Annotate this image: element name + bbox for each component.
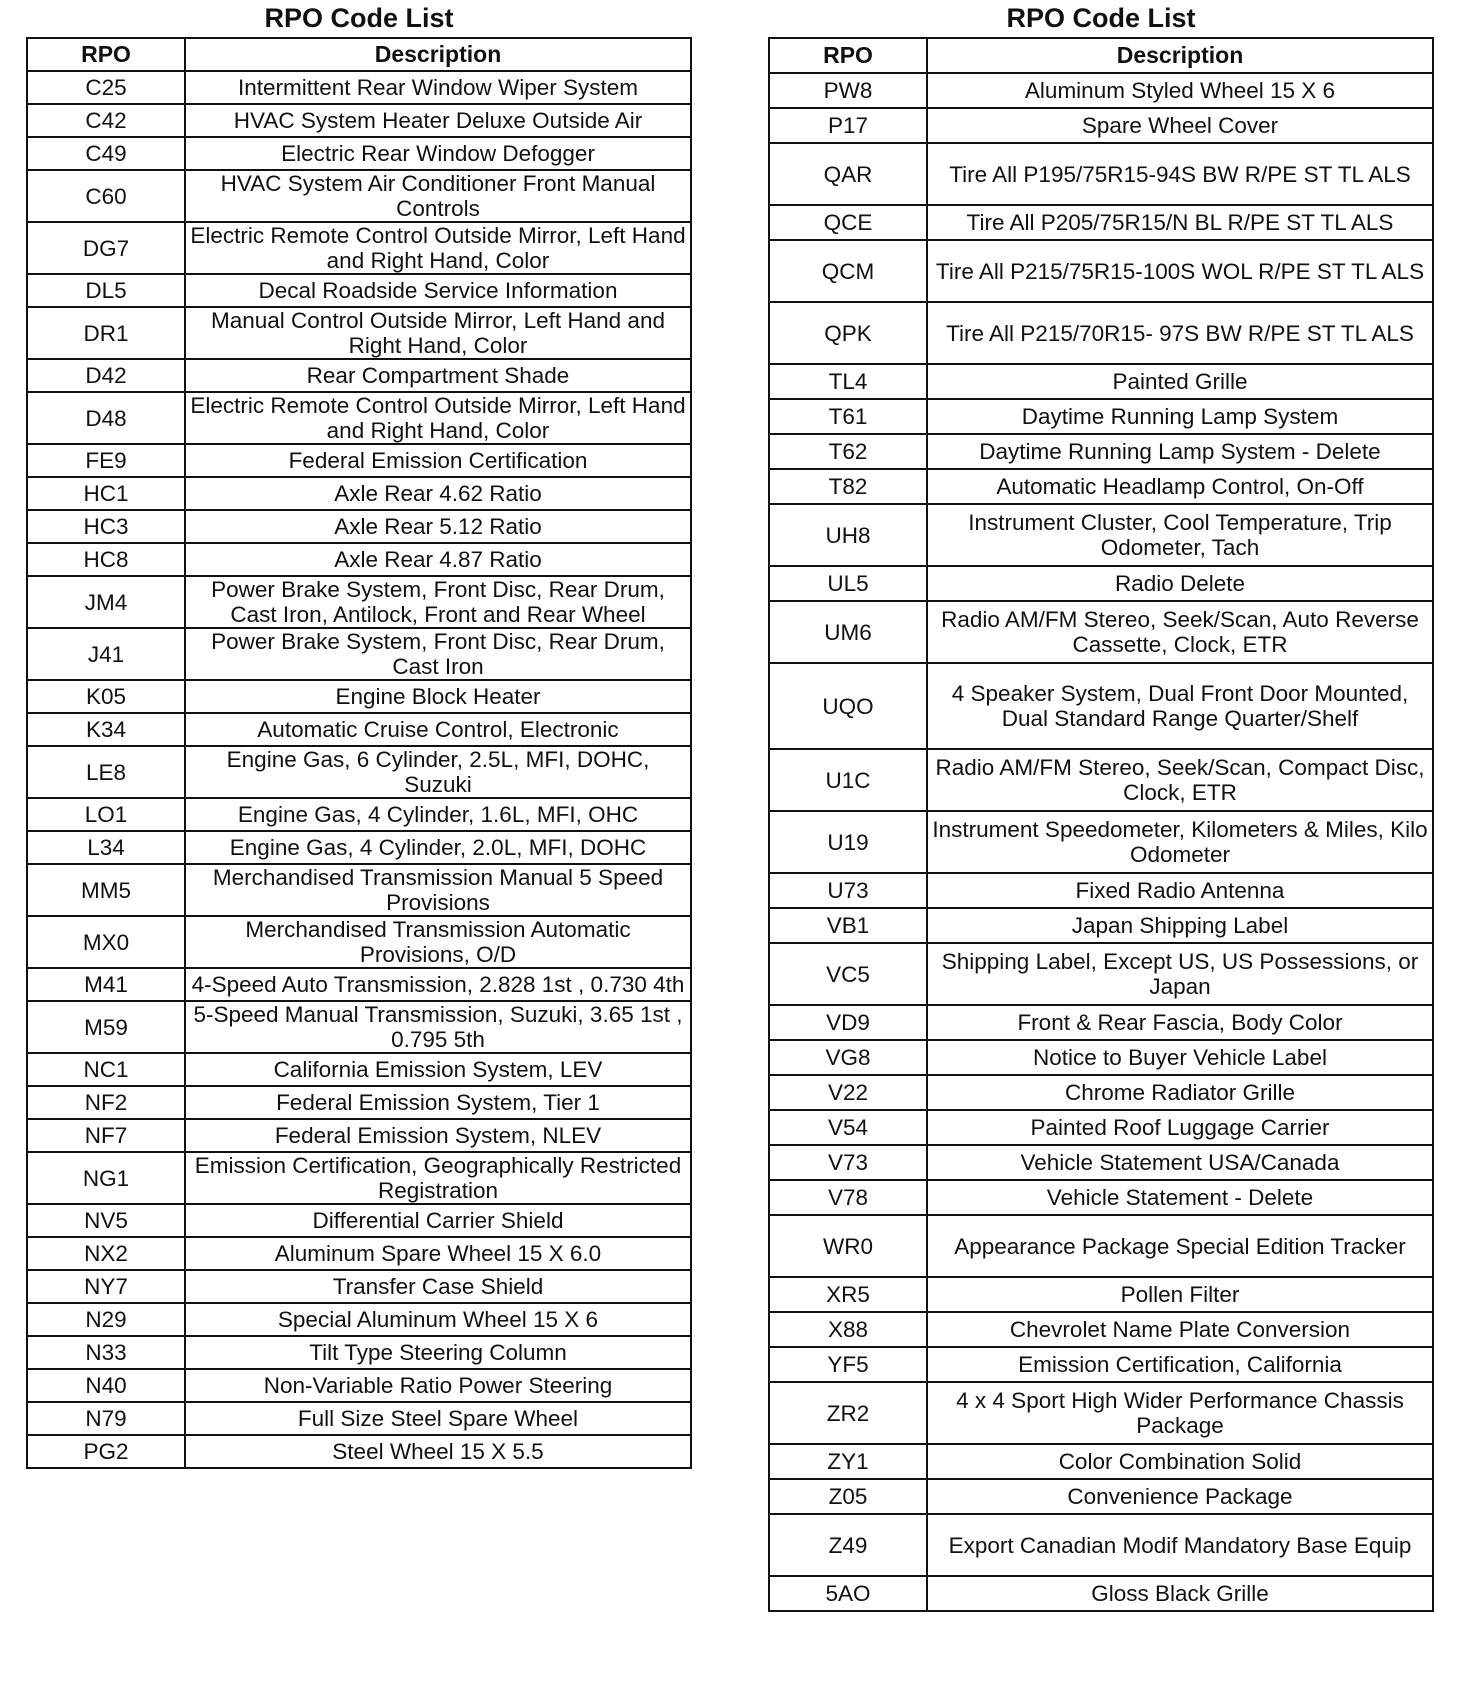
table-row — [769, 663, 1433, 749]
table-row — [769, 749, 1433, 811]
table-row — [769, 1145, 1433, 1180]
rpo-code-cell: DG7 — [27, 222, 185, 274]
rpo-code-cell: FE9 — [27, 444, 185, 477]
table-row — [27, 274, 691, 307]
table-row — [769, 240, 1433, 302]
table-row — [27, 1270, 691, 1303]
description-cell: Vehicle Statement USA/Canada — [927, 1145, 1433, 1180]
table-row — [27, 1119, 691, 1152]
description-cell: Appearance Package Special Edition Tracker — [927, 1215, 1433, 1277]
rpo-code-cell: VC5 — [769, 943, 927, 1005]
rpo-code-cell: VG8 — [769, 1040, 927, 1075]
rpo-code-cell: D42 — [27, 359, 185, 392]
description-cell: Power Brake System, Front Disc, Rear Drum, Cast Iron, Antilock, Front and Rear Wheel — [185, 576, 691, 628]
description-cell: Radio AM/FM Stereo, Seek/Scan, Compact Disc, Clock, ETR — [927, 749, 1433, 811]
description-cell: Convenience Package — [927, 1479, 1433, 1514]
rpo-code-cell: XR5 — [769, 1277, 927, 1312]
description-cell: Automatic Cruise Control, Electronic — [185, 713, 691, 746]
rpo-code-cell: J41 — [27, 628, 185, 680]
description-cell: Decal Roadside Service Information — [185, 274, 691, 307]
table-row — [27, 1402, 691, 1435]
description-cell: Steel Wheel 15 X 5.5 — [185, 1435, 691, 1468]
table-row — [27, 1152, 691, 1204]
table-row — [27, 576, 691, 628]
table-row — [769, 1347, 1433, 1382]
rpo-code-cell: X88 — [769, 1312, 927, 1347]
right-rpo-table — [768, 37, 1434, 1612]
table-row — [27, 1053, 691, 1086]
rpo-code-cell: LO1 — [27, 798, 185, 831]
rpo-code-cell: UL5 — [769, 566, 927, 601]
left-rpo-panel — [26, 0, 692, 1469]
description-cell: Federal Emission System, NLEV — [185, 1119, 691, 1152]
table-row — [27, 222, 691, 274]
description-cell: Color Combination Solid — [927, 1444, 1433, 1479]
rpo-code-cell: N33 — [27, 1336, 185, 1369]
table-row — [27, 477, 691, 510]
rpo-code-cell: M41 — [27, 968, 185, 1001]
description-cell: 4-Speed Auto Transmission, 2.828 1st , 0.730 4th — [185, 968, 691, 1001]
table-row — [769, 399, 1433, 434]
table-row — [769, 1040, 1433, 1075]
table-row — [769, 1382, 1433, 1444]
table-row — [769, 1005, 1433, 1040]
description-cell: Engine Gas, 6 Cylinder, 2.5L, MFI, DOHC, Suzuki — [185, 746, 691, 798]
right-header-row — [769, 38, 1433, 73]
rpo-code-cell: NY7 — [27, 1270, 185, 1303]
table-row — [27, 1086, 691, 1119]
table-row — [769, 873, 1433, 908]
rpo-code-cell: ZY1 — [769, 1444, 927, 1479]
rpo-column-header: RPO — [769, 38, 927, 73]
rpo-code-cell: NG1 — [27, 1152, 185, 1204]
table-row — [27, 104, 691, 137]
description-cell: Radio AM/FM Stereo, Seek/Scan, Auto Reverse Cassette, Clock, ETR — [927, 601, 1433, 663]
description-cell: Electric Remote Control Outside Mirror, Left Hand and Right Hand, Color — [185, 392, 691, 444]
table-row — [27, 71, 691, 104]
rpo-code-cell: 5AO — [769, 1576, 927, 1611]
rpo-code-cell: HC3 — [27, 510, 185, 543]
table-row — [27, 864, 691, 916]
rpo-code-cell: T61 — [769, 399, 927, 434]
rpo-code-cell: C49 — [27, 137, 185, 170]
rpo-code-cell: C25 — [27, 71, 185, 104]
rpo-code-cell: MM5 — [27, 864, 185, 916]
table-row — [769, 908, 1433, 943]
rpo-code-cell: Z05 — [769, 1479, 927, 1514]
description-cell: Front & Rear Fascia, Body Color — [927, 1005, 1433, 1040]
table-row — [769, 1215, 1433, 1277]
description-cell: Tire All P205/75R15/N BL R/PE ST TL ALS — [927, 205, 1433, 240]
rpo-code-cell: T82 — [769, 469, 927, 504]
table-row — [27, 359, 691, 392]
table-row — [27, 628, 691, 680]
description-cell: Engine Gas, 4 Cylinder, 1.6L, MFI, OHC — [185, 798, 691, 831]
description-cell: Axle Rear 5.12 Ratio — [185, 510, 691, 543]
rpo-code-cell: C60 — [27, 170, 185, 222]
rpo-column-header: RPO — [27, 38, 185, 71]
description-cell: Automatic Headlamp Control, On-Off — [927, 469, 1433, 504]
table-row — [27, 307, 691, 359]
left-rpo-table — [26, 37, 692, 1469]
rpo-code-cell: K05 — [27, 680, 185, 713]
right-rpo-panel — [768, 0, 1434, 1612]
table-row — [27, 1001, 691, 1053]
description-cell: California Emission System, LEV — [185, 1053, 691, 1086]
description-cell: Emission Certification, Geographically Restricted Registration — [185, 1152, 691, 1204]
rpo-code-cell: T62 — [769, 434, 927, 469]
rpo-code-cell: NX2 — [27, 1237, 185, 1270]
table-row — [27, 713, 691, 746]
description-cell: Non-Variable Ratio Power Steering — [185, 1369, 691, 1402]
description-cell: Fixed Radio Antenna — [927, 873, 1433, 908]
table-row — [769, 943, 1433, 1005]
rpo-code-cell: HC8 — [27, 543, 185, 576]
rpo-code-cell: LE8 — [27, 746, 185, 798]
table-row — [769, 73, 1433, 108]
description-cell: Vehicle Statement - Delete — [927, 1180, 1433, 1215]
description-cell: Tire All P215/75R15-100S WOL R/PE ST TL ALS — [927, 240, 1433, 302]
rpo-code-cell: UM6 — [769, 601, 927, 663]
right-panel-title: RPO Code List — [1006, 3, 1196, 33]
table-row — [27, 543, 691, 576]
description-cell: Axle Rear 4.62 Ratio — [185, 477, 691, 510]
table-row — [769, 601, 1433, 663]
description-cell: Shipping Label, Except US, US Possessions, or Japan — [927, 943, 1433, 1005]
rpo-code-cell: QPK — [769, 302, 927, 364]
description-cell: Daytime Running Lamp System - Delete — [927, 434, 1433, 469]
rpo-code-cell: UH8 — [769, 504, 927, 566]
description-cell: Rear Compartment Shade — [185, 359, 691, 392]
table-row — [769, 434, 1433, 469]
rpo-code-cell: C42 — [27, 104, 185, 137]
table-row — [27, 798, 691, 831]
table-row — [27, 1336, 691, 1369]
rpo-code-cell: U19 — [769, 811, 927, 873]
rpo-code-cell: DR1 — [27, 307, 185, 359]
rpo-code-cell: QCE — [769, 205, 927, 240]
description-cell: 4 x 4 Sport High Wider Performance Chassis Package — [927, 1382, 1433, 1444]
table-row — [769, 811, 1433, 873]
description-cell: HVAC System Heater Deluxe Outside Air — [185, 104, 691, 137]
rpo-code-cell: QCM — [769, 240, 927, 302]
rpo-code-cell: U73 — [769, 873, 927, 908]
description-cell: Instrument Speedometer, Kilometers & Miles, Kilo Odometer — [927, 811, 1433, 873]
table-row — [769, 566, 1433, 601]
description-cell: Electric Rear Window Defogger — [185, 137, 691, 170]
description-cell: Painted Roof Luggage Carrier — [927, 1110, 1433, 1145]
rpo-code-cell: NC1 — [27, 1053, 185, 1086]
rpo-code-cell: YF5 — [769, 1347, 927, 1382]
rpo-code-cell: D48 — [27, 392, 185, 444]
description-cell: Power Brake System, Front Disc, Rear Drum, Cast Iron — [185, 628, 691, 680]
description-cell: 5-Speed Manual Transmission, Suzuki, 3.65 1st , 0.795 5th — [185, 1001, 691, 1053]
left-header-row — [27, 38, 691, 71]
rpo-code-cell: MX0 — [27, 916, 185, 968]
description-cell: Japan Shipping Label — [927, 908, 1433, 943]
description-cell: Export Canadian Modif Mandatory Base Equip — [927, 1514, 1433, 1576]
table-row — [27, 746, 691, 798]
table-row — [27, 1435, 691, 1468]
rpo-code-cell: VD9 — [769, 1005, 927, 1040]
table-row — [27, 1237, 691, 1270]
description-cell: HVAC System Air Conditioner Front Manual Controls — [185, 170, 691, 222]
rpo-code-cell: QAR — [769, 143, 927, 205]
table-row — [769, 364, 1433, 399]
description-cell: Tilt Type Steering Column — [185, 1336, 691, 1369]
description-cell: Engine Block Heater — [185, 680, 691, 713]
left-panel-title: RPO Code List — [264, 3, 454, 33]
rpo-code-cell: ZR2 — [769, 1382, 927, 1444]
description-column-header: Description — [185, 38, 691, 71]
description-cell: Chrome Radiator Grille — [927, 1075, 1433, 1110]
rpo-code-cell: U1C — [769, 749, 927, 811]
description-cell: Chevrolet Name Plate Conversion — [927, 1312, 1433, 1347]
table-row — [769, 143, 1433, 205]
description-cell: Transfer Case Shield — [185, 1270, 691, 1303]
rpo-code-cell: NV5 — [27, 1204, 185, 1237]
table-row — [27, 510, 691, 543]
table-row — [27, 1204, 691, 1237]
description-cell: Daytime Running Lamp System — [927, 399, 1433, 434]
rpo-code-cell: PW8 — [769, 73, 927, 108]
description-cell: Spare Wheel Cover — [927, 108, 1433, 143]
rpo-code-cell: JM4 — [27, 576, 185, 628]
rpo-code-cell: V22 — [769, 1075, 927, 1110]
description-cell: Differential Carrier Shield — [185, 1204, 691, 1237]
description-cell: Merchandised Transmission Manual 5 Speed Provisions — [185, 864, 691, 916]
description-cell: 4 Speaker System, Dual Front Door Mounted, Dual Standard Range Quarter/Shelf — [927, 663, 1433, 749]
table-row — [27, 170, 691, 222]
description-cell: Merchandised Transmission Automatic Provisions, O/D — [185, 916, 691, 968]
rpo-code-cell: K34 — [27, 713, 185, 746]
description-cell: Federal Emission System, Tier 1 — [185, 1086, 691, 1119]
table-row — [27, 392, 691, 444]
rpo-code-cell: V73 — [769, 1145, 927, 1180]
rpo-code-cell: NF2 — [27, 1086, 185, 1119]
rpo-code-cell: Z49 — [769, 1514, 927, 1576]
table-row — [769, 504, 1433, 566]
rpo-code-cell: N79 — [27, 1402, 185, 1435]
table-row — [769, 1479, 1433, 1514]
rpo-code-cell: WR0 — [769, 1215, 927, 1277]
table-row — [769, 1444, 1433, 1479]
rpo-code-cell: M59 — [27, 1001, 185, 1053]
description-cell: Full Size Steel Spare Wheel — [185, 1402, 691, 1435]
description-cell: Gloss Black Grille — [927, 1576, 1433, 1611]
right-table-body — [769, 73, 1433, 1611]
description-column-header: Description — [927, 38, 1433, 73]
table-row — [769, 1110, 1433, 1145]
table-row — [769, 1312, 1433, 1347]
rpo-code-cell: HC1 — [27, 477, 185, 510]
table-row — [27, 968, 691, 1001]
description-cell: Tire All P195/75R15-94S BW R/PE ST TL ALS — [927, 143, 1433, 205]
table-row — [27, 831, 691, 864]
description-cell: Electric Remote Control Outside Mirror, Left Hand and Right Hand, Color — [185, 222, 691, 274]
rpo-code-cell: VB1 — [769, 908, 927, 943]
rpo-code-cell: N40 — [27, 1369, 185, 1402]
description-cell: Notice to Buyer Vehicle Label — [927, 1040, 1433, 1075]
description-cell: Axle Rear 4.87 Ratio — [185, 543, 691, 576]
rpo-code-cell: L34 — [27, 831, 185, 864]
description-cell: Radio Delete — [927, 566, 1433, 601]
description-cell: Special Aluminum Wheel 15 X 6 — [185, 1303, 691, 1336]
table-row — [27, 916, 691, 968]
description-cell: Aluminum Styled Wheel 15 X 6 — [927, 73, 1433, 108]
description-cell: Aluminum Spare Wheel 15 X 6.0 — [185, 1237, 691, 1270]
table-row — [769, 205, 1433, 240]
rpo-code-cell: DL5 — [27, 274, 185, 307]
rpo-code-cell: UQO — [769, 663, 927, 749]
table-row — [769, 108, 1433, 143]
description-cell: Pollen Filter — [927, 1277, 1433, 1312]
table-row — [769, 1277, 1433, 1312]
description-cell: Instrument Cluster, Cool Temperature, Trip Odometer, Tach — [927, 504, 1433, 566]
rpo-code-cell: N29 — [27, 1303, 185, 1336]
rpo-code-cell: V78 — [769, 1180, 927, 1215]
table-row — [769, 1514, 1433, 1576]
table-row — [769, 1180, 1433, 1215]
table-row — [27, 680, 691, 713]
description-cell: Intermittent Rear Window Wiper System — [185, 71, 691, 104]
table-row — [27, 1303, 691, 1336]
description-cell: Manual Control Outside Mirror, Left Hand and Right Hand, Color — [185, 307, 691, 359]
description-cell: Emission Certification, California — [927, 1347, 1433, 1382]
table-row — [769, 469, 1433, 504]
table-row — [27, 1369, 691, 1402]
description-cell: Engine Gas, 4 Cylinder, 2.0L, MFI, DOHC — [185, 831, 691, 864]
rpo-code-cell: NF7 — [27, 1119, 185, 1152]
table-row — [769, 302, 1433, 364]
rpo-code-cell: TL4 — [769, 364, 927, 399]
table-row — [27, 137, 691, 170]
table-row — [769, 1075, 1433, 1110]
description-cell: Painted Grille — [927, 364, 1433, 399]
description-cell: Tire All P215/70R15- 97S BW R/PE ST TL ALS — [927, 302, 1433, 364]
description-cell: Federal Emission Certification — [185, 444, 691, 477]
table-row — [27, 444, 691, 477]
left-table-body — [27, 71, 691, 1468]
rpo-code-cell: V54 — [769, 1110, 927, 1145]
table-row — [769, 1576, 1433, 1611]
rpo-code-cell: P17 — [769, 108, 927, 143]
rpo-code-cell: PG2 — [27, 1435, 185, 1468]
